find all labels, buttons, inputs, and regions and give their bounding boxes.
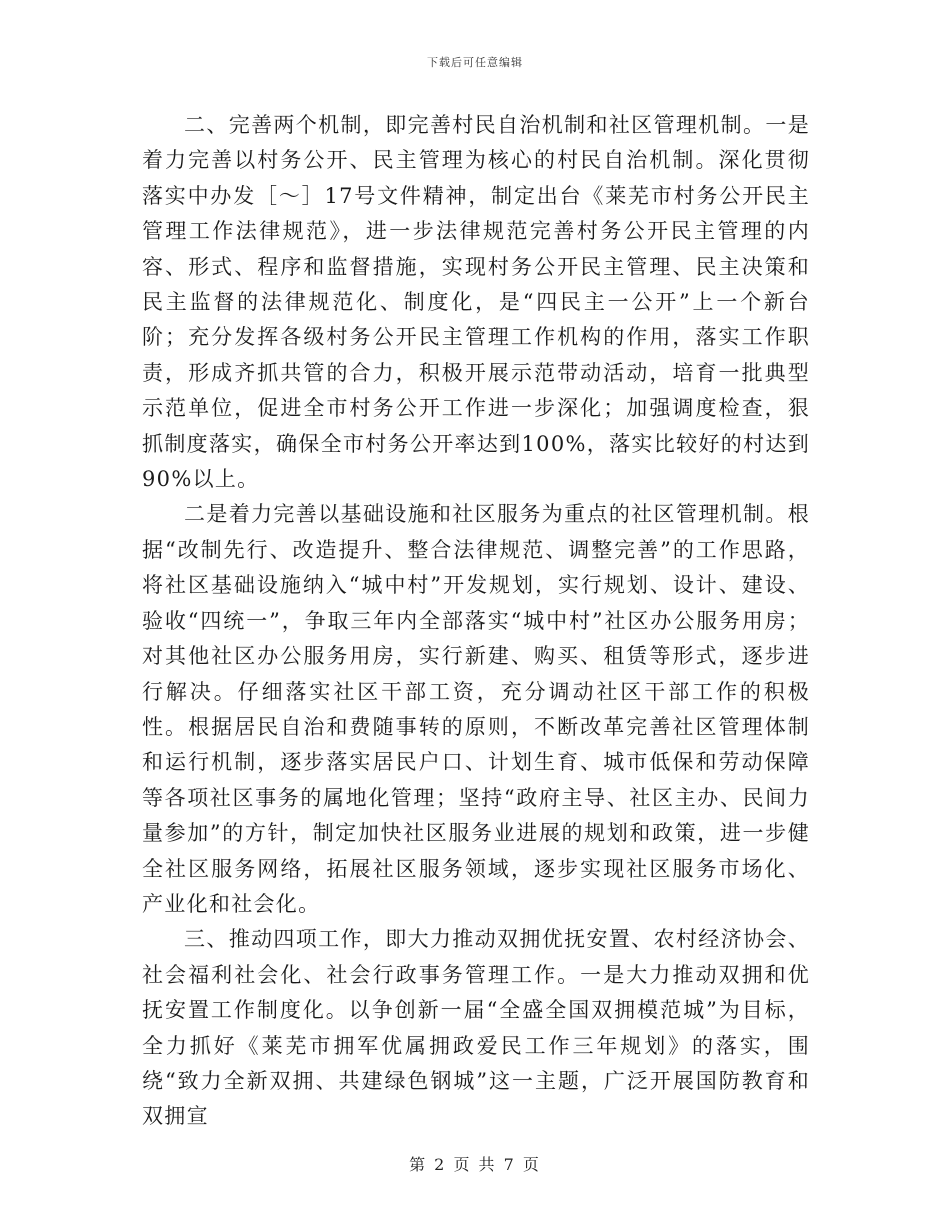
paragraph-four-tasks: 三、推动四项工作，即大力推动双拥优抚安置、农村经济协会、社会福利社会化、社会行政事务管理工作。一是大力推动双拥和优抚安置工作制度化。以争创新一届“全盛全国双拥模范城”为目标，全力抓好《莱芜市拥军优属拥政爱民工作三年规划》的落实，围绕“致力全新双拥、共建绿色钢城”这一主题，广泛开展国防教育和双拥宣 (142, 927, 810, 1129)
paragraph-two-mechanisms: 二、完善两个机制，即完善村民自治机制和社区管理机制。一是着力完善以村务公开、民主管理为核心的村民自治机制。深化贯彻落实中办发［～］17号文件精神，制定出台《莱芜市村务公开民主管理工作法律规范》，进一步法律规范完善村务公开民主管理的内容、形式、程序和监督措施，实现村务公开民主管理、民主决策和民主监督的法律规范化、制度化，是“四民主一公开”上一个新台阶；充分发挥各级村务公开民主管理工作机构的作用，落实工作职责，形成齐抓共管的合力，积极开展示范带动活动，培育一批典型示范单位，促进全市村务公开工作进一步深化；加强调度检查，狠抓制度落实，确保全市村务公开率达到100%，落实比较好的村达到90%以上。 (142, 113, 810, 492)
document-body (142, 108, 810, 1135)
paragraph-community-management: 二是着力完善以基础设施和社区服务为重点的社区管理机制。根据“改制先行、改造提升、整合法律规范、调整完善”的工作思路，将社区基础设施纳入“城中村”开发规划，实行规划、设计、建设、验收“四统一”，争取三年内全部落实“城中村”社区办公服务用房；对其他社区办公服务用房，实行新建、购买、租赁等形式，逐步进行解决。仔细落实社区干部工资，充分调动社区干部工作的积极性。根据居民自治和费随事转的原则，不断改革完善社区管理体制和运行机制，逐步落实居民户口、计划生育、城市低保和劳动保障等各项社区事务的属地化管理；坚持“政府主导、社区主办、民间力量参加”的方针，制定加快社区服务业进展的规划和政策，进一步健全社区服务网络，拓展社区服务领域，逐步实现社区服务市场化、产业化和社会化。 (142, 502, 810, 916)
page-number-footer: 第 2 页 共 7 页 (409, 1155, 541, 1174)
page-header: 下载后可任意编辑 (427, 56, 523, 69)
